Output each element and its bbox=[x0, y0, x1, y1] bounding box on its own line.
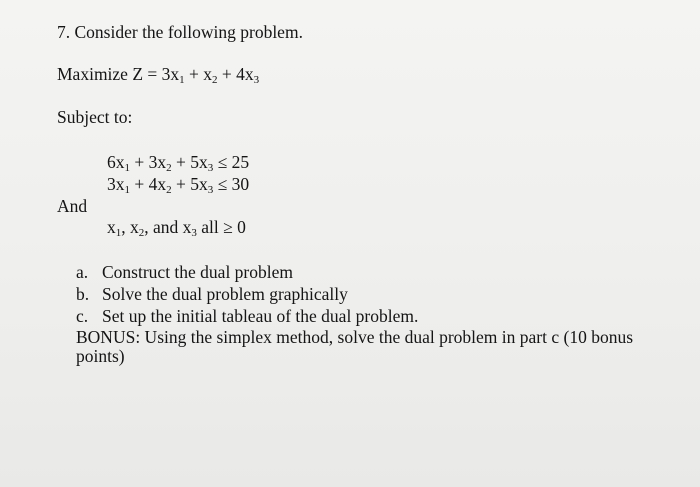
and-label: And bbox=[57, 196, 88, 216]
constraint-rhs: 30 bbox=[227, 174, 250, 194]
constraint-text: 6x bbox=[107, 152, 125, 172]
task-text: Set up the initial tableau of the dual problem. bbox=[102, 306, 419, 326]
constraint-text: , and x bbox=[144, 217, 192, 237]
bonus-line-2: points) bbox=[76, 346, 125, 366]
less-equal-symbol: ≤ bbox=[217, 174, 228, 194]
subject-to-label: Subject to: bbox=[57, 107, 133, 127]
task-text: Solve the dual problem graphically bbox=[102, 284, 348, 304]
constraint-text: x bbox=[107, 217, 116, 237]
subscript: 2 bbox=[166, 162, 172, 174]
subscript: 2 bbox=[166, 184, 172, 196]
task-marker: a. bbox=[76, 262, 89, 282]
bonus-line-1: BONUS: Using the simplex method, solve the dual problem in part c (10 bonus bbox=[76, 327, 634, 347]
subscript: 1 bbox=[124, 162, 130, 174]
constraint-2 bbox=[107, 174, 249, 200]
nonnegativity-constraint bbox=[107, 217, 246, 243]
task-marker: b. bbox=[76, 284, 90, 304]
task-text: Construct the dual problem bbox=[102, 262, 294, 282]
task-marker: c. bbox=[76, 306, 89, 326]
constraint-rhs: 0 bbox=[232, 217, 246, 237]
subscript: 2 bbox=[212, 74, 218, 86]
constraint-text: + 3x bbox=[130, 152, 167, 172]
task-item-b bbox=[76, 284, 348, 304]
less-equal-symbol: ≤ bbox=[217, 152, 228, 172]
constraint-text: + 5x bbox=[171, 152, 208, 172]
subscript: 1 bbox=[179, 74, 185, 86]
objective-text: Maximize Z = 3x bbox=[57, 64, 180, 84]
constraint-text: 3x bbox=[107, 174, 125, 194]
constraint-rhs: 25 bbox=[227, 152, 250, 172]
task-item-c bbox=[76, 306, 418, 326]
objective-text: + 4x bbox=[217, 64, 254, 84]
constraint-text: , x bbox=[121, 217, 139, 237]
subscript: 1 bbox=[115, 227, 122, 239]
greater-equal-symbol: ≥ bbox=[223, 217, 233, 237]
objective-function bbox=[57, 64, 259, 90]
objective-text: + x bbox=[184, 64, 213, 84]
subscript: 2 bbox=[138, 227, 145, 239]
subscript: 3 bbox=[207, 162, 214, 174]
subscript: 3 bbox=[253, 74, 260, 86]
constraint-text: + 5x bbox=[171, 174, 208, 194]
constraint-text: + 4x bbox=[130, 174, 167, 194]
subscript: 3 bbox=[191, 227, 197, 239]
subscript: 1 bbox=[124, 184, 130, 196]
constraint-text: all bbox=[196, 217, 224, 237]
problem-heading: 7. Consider the following problem. bbox=[57, 22, 303, 42]
task-item-a bbox=[76, 262, 293, 282]
subscript: 3 bbox=[207, 184, 214, 196]
